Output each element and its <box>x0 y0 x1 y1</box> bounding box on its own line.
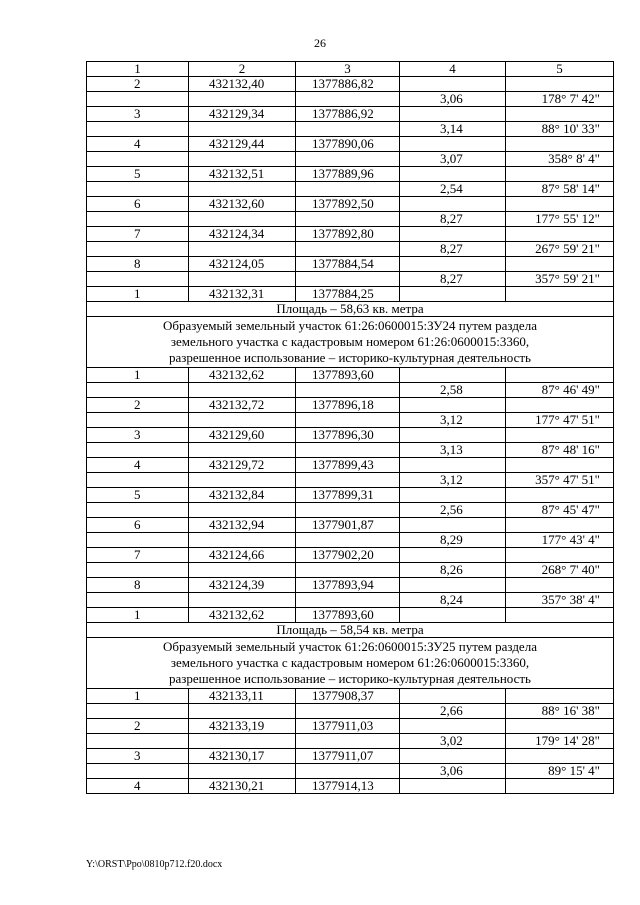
point-number-cell: 4 <box>87 779 189 794</box>
empty-cell <box>400 197 506 212</box>
y-coordinate-cell: 1377890,06 <box>296 137 400 152</box>
x-coordinate-cell: 432124,66 <box>189 548 296 563</box>
distance-cell: 3,12 <box>400 413 506 428</box>
empty-cell <box>189 92 296 107</box>
y-coordinate-cell: 1377896,18 <box>296 398 400 413</box>
empty-cell <box>296 533 400 548</box>
segment-row <box>87 122 614 137</box>
point-row <box>87 398 614 413</box>
x-coordinate-cell: 432133,19 <box>189 719 296 734</box>
empty-cell <box>87 212 189 227</box>
point-row <box>87 167 614 182</box>
empty-cell <box>189 503 296 518</box>
bearing-cell: 177° 55' 12" <box>506 212 614 227</box>
empty-cell <box>296 593 400 608</box>
empty-cell <box>87 704 189 719</box>
point-number-cell: 1 <box>87 287 189 302</box>
segment-row <box>87 182 614 197</box>
header-cell-2: 2 <box>189 62 296 77</box>
x-coordinate-cell: 432124,39 <box>189 578 296 593</box>
empty-cell <box>87 473 189 488</box>
empty-cell <box>400 368 506 383</box>
y-coordinate-cell: 1377901,87 <box>296 518 400 533</box>
point-row <box>87 227 614 242</box>
point-number-cell: 7 <box>87 548 189 563</box>
empty-cell <box>506 458 614 473</box>
segment-row <box>87 152 614 167</box>
distance-cell: 3,12 <box>400 473 506 488</box>
point-number-cell: 1 <box>87 608 189 623</box>
point-row <box>87 719 614 734</box>
empty-cell <box>506 77 614 92</box>
empty-cell <box>400 398 506 413</box>
y-coordinate-cell: 1377899,31 <box>296 488 400 503</box>
y-coordinate-cell: 1377914,13 <box>296 779 400 794</box>
empty-cell <box>189 734 296 749</box>
empty-cell <box>400 137 506 152</box>
plot-description-row <box>87 317 614 368</box>
empty-cell <box>506 719 614 734</box>
bearing-cell: 268° 7' 40" <box>506 563 614 578</box>
empty-cell <box>87 272 189 287</box>
coordinates-table <box>86 61 614 794</box>
distance-cell: 8,27 <box>400 272 506 287</box>
point-number-cell: 7 <box>87 227 189 242</box>
point-number-cell: 3 <box>87 428 189 443</box>
distance-cell: 2,66 <box>400 704 506 719</box>
empty-cell <box>400 749 506 764</box>
description-line: земельного участка с кадастровым номером 61:26:0600015:3360, <box>170 334 530 349</box>
distance-cell: 3,13 <box>400 443 506 458</box>
description-line: земельного участка с кадастровым номером 61:26:0600015:3360, <box>170 655 530 670</box>
x-coordinate-cell: 432132,72 <box>189 398 296 413</box>
empty-cell <box>296 734 400 749</box>
header-cell-1: 1 <box>87 62 189 77</box>
empty-cell <box>296 383 400 398</box>
distance-cell: 3,14 <box>400 122 506 137</box>
header-cell-5: 5 <box>506 62 614 77</box>
y-coordinate-cell: 1377899,43 <box>296 458 400 473</box>
point-number-cell: 2 <box>87 77 189 92</box>
empty-cell <box>296 92 400 107</box>
point-row <box>87 107 614 122</box>
point-number-cell: 4 <box>87 458 189 473</box>
x-coordinate-cell: 432133,11 <box>189 689 296 704</box>
area-row <box>87 302 614 317</box>
bearing-cell: 87° 48' 16" <box>506 443 614 458</box>
empty-cell <box>87 92 189 107</box>
empty-cell <box>506 488 614 503</box>
point-row <box>87 137 614 152</box>
point-row <box>87 749 614 764</box>
empty-cell <box>400 428 506 443</box>
y-coordinate-cell: 1377886,82 <box>296 77 400 92</box>
y-coordinate-cell: 1377892,80 <box>296 227 400 242</box>
point-number-cell: 6 <box>87 518 189 533</box>
distance-cell: 3,06 <box>400 764 506 779</box>
point-row <box>87 428 614 443</box>
empty-cell <box>506 227 614 242</box>
empty-cell <box>87 242 189 257</box>
point-number-cell: 2 <box>87 398 189 413</box>
point-row <box>87 548 614 563</box>
empty-cell <box>296 704 400 719</box>
point-number-cell: 1 <box>87 368 189 383</box>
area-cell: Площадь – 58,63 кв. метра <box>87 302 614 317</box>
distance-cell: 2,54 <box>400 182 506 197</box>
empty-cell <box>87 443 189 458</box>
description-line: Образуемый земельный участок 61:26:0600015:ЗУ25 путем раздела <box>163 639 537 654</box>
point-number-cell: 5 <box>87 167 189 182</box>
empty-cell <box>189 563 296 578</box>
y-coordinate-cell: 1377884,54 <box>296 257 400 272</box>
x-coordinate-cell: 432129,60 <box>189 428 296 443</box>
empty-cell <box>400 107 506 122</box>
segment-row <box>87 704 614 719</box>
x-coordinate-cell: 432129,34 <box>189 107 296 122</box>
empty-cell <box>296 242 400 257</box>
empty-cell <box>296 443 400 458</box>
table-header-row <box>87 62 614 77</box>
point-number-cell: 8 <box>87 257 189 272</box>
x-coordinate-cell: 432132,51 <box>189 167 296 182</box>
empty-cell <box>87 383 189 398</box>
x-coordinate-cell: 432129,44 <box>189 137 296 152</box>
empty-cell <box>296 122 400 137</box>
point-row <box>87 608 614 623</box>
empty-cell <box>296 563 400 578</box>
empty-cell <box>189 533 296 548</box>
y-coordinate-cell: 1377893,94 <box>296 578 400 593</box>
point-row <box>87 458 614 473</box>
segment-row <box>87 212 614 227</box>
segment-row <box>87 413 614 428</box>
segment-row <box>87 272 614 287</box>
empty-cell <box>296 152 400 167</box>
empty-cell <box>296 413 400 428</box>
empty-cell <box>400 578 506 593</box>
x-coordinate-cell: 432132,62 <box>189 608 296 623</box>
empty-cell <box>296 212 400 227</box>
empty-cell <box>400 227 506 242</box>
empty-cell <box>400 779 506 794</box>
distance-cell: 2,58 <box>400 383 506 398</box>
segment-row <box>87 563 614 578</box>
point-row <box>87 368 614 383</box>
point-number-cell: 1 <box>87 689 189 704</box>
segment-row <box>87 242 614 257</box>
empty-cell <box>189 473 296 488</box>
distance-cell: 3,02 <box>400 734 506 749</box>
x-coordinate-cell: 432124,05 <box>189 257 296 272</box>
empty-cell <box>87 413 189 428</box>
empty-cell <box>87 533 189 548</box>
distance-cell: 8,27 <box>400 212 506 227</box>
point-number-cell: 2 <box>87 719 189 734</box>
empty-cell <box>87 764 189 779</box>
point-number-cell: 3 <box>87 107 189 122</box>
distance-cell: 2,56 <box>400 503 506 518</box>
point-row <box>87 287 614 302</box>
x-coordinate-cell: 432132,60 <box>189 197 296 212</box>
distance-cell: 8,27 <box>400 242 506 257</box>
y-coordinate-cell: 1377902,20 <box>296 548 400 563</box>
area-row <box>87 623 614 638</box>
header-cell-4: 4 <box>400 62 506 77</box>
segment-row <box>87 443 614 458</box>
plot-description-row <box>87 638 614 689</box>
bearing-cell: 88° 16' 38" <box>506 704 614 719</box>
header-cell-3: 3 <box>296 62 400 77</box>
empty-cell <box>87 152 189 167</box>
empty-cell <box>400 458 506 473</box>
empty-cell <box>87 122 189 137</box>
segment-row <box>87 383 614 398</box>
point-number-cell: 3 <box>87 749 189 764</box>
bearing-cell: 357° 59' 21" <box>506 272 614 287</box>
empty-cell <box>506 608 614 623</box>
empty-cell <box>400 548 506 563</box>
document-path-footer: Y:\ORST\Ppo\0810p712.f20.docx <box>86 859 223 870</box>
empty-cell <box>87 593 189 608</box>
distance-cell: 8,29 <box>400 533 506 548</box>
bearing-cell: 89° 15' 4" <box>506 764 614 779</box>
y-coordinate-cell: 1377889,96 <box>296 167 400 182</box>
empty-cell <box>296 764 400 779</box>
y-coordinate-cell: 1377893,60 <box>296 368 400 383</box>
empty-cell <box>506 518 614 533</box>
distance-cell: 8,24 <box>400 593 506 608</box>
bearing-cell: 357° 47' 51" <box>506 473 614 488</box>
empty-cell <box>506 287 614 302</box>
bearing-cell: 358° 8' 4" <box>506 152 614 167</box>
y-coordinate-cell: 1377911,07 <box>296 749 400 764</box>
distance-cell: 3,06 <box>400 92 506 107</box>
empty-cell <box>506 167 614 182</box>
x-coordinate-cell: 432132,84 <box>189 488 296 503</box>
segment-row <box>87 473 614 488</box>
empty-cell <box>400 608 506 623</box>
empty-cell <box>400 167 506 182</box>
empty-cell <box>189 152 296 167</box>
empty-cell <box>189 383 296 398</box>
empty-cell <box>506 398 614 413</box>
description-line: Образуемый земельный участок 61:26:0600015:ЗУ24 путем раздела <box>163 318 537 333</box>
point-row <box>87 77 614 92</box>
y-coordinate-cell: 1377886,92 <box>296 107 400 122</box>
point-row <box>87 488 614 503</box>
y-coordinate-cell: 1377896,30 <box>296 428 400 443</box>
bearing-cell: 87° 58' 14" <box>506 182 614 197</box>
empty-cell <box>189 593 296 608</box>
bearing-cell: 177° 43' 4" <box>506 533 614 548</box>
x-coordinate-cell: 432130,21 <box>189 779 296 794</box>
bearing-cell: 179° 14' 28" <box>506 734 614 749</box>
segment-row <box>87 593 614 608</box>
empty-cell <box>189 182 296 197</box>
y-coordinate-cell: 1377884,25 <box>296 287 400 302</box>
empty-cell <box>87 563 189 578</box>
point-row <box>87 257 614 272</box>
empty-cell <box>506 107 614 122</box>
empty-cell <box>296 503 400 518</box>
bearing-cell: 178° 7' 42" <box>506 92 614 107</box>
empty-cell <box>400 287 506 302</box>
empty-cell <box>506 779 614 794</box>
empty-cell <box>506 749 614 764</box>
y-coordinate-cell: 1377893,60 <box>296 608 400 623</box>
bearing-cell: 267° 59' 21" <box>506 242 614 257</box>
x-coordinate-cell: 432132,31 <box>189 287 296 302</box>
empty-cell <box>296 272 400 287</box>
page-number: 26 <box>314 36 326 50</box>
bearing-cell: 87° 46' 49" <box>506 383 614 398</box>
empty-cell <box>400 77 506 92</box>
area-cell: Площадь – 58,54 кв. метра <box>87 623 614 638</box>
y-coordinate-cell: 1377911,03 <box>296 719 400 734</box>
empty-cell <box>506 428 614 443</box>
plot-description-cell <box>87 317 614 368</box>
empty-cell <box>87 734 189 749</box>
empty-cell <box>87 182 189 197</box>
empty-cell <box>400 719 506 734</box>
point-number-cell: 6 <box>87 197 189 212</box>
segment-row <box>87 734 614 749</box>
distance-cell: 8,26 <box>400 563 506 578</box>
empty-cell <box>506 689 614 704</box>
point-row <box>87 578 614 593</box>
point-number-cell: 5 <box>87 488 189 503</box>
point-row <box>87 779 614 794</box>
plot-description-cell <box>87 638 614 689</box>
empty-cell <box>506 548 614 563</box>
empty-cell <box>189 122 296 137</box>
x-coordinate-cell: 432130,17 <box>189 749 296 764</box>
point-row <box>87 518 614 533</box>
bearing-cell: 88° 10' 33" <box>506 122 614 137</box>
description-line: разрешенное использование – историко-культурная деятельность <box>169 350 531 365</box>
empty-cell <box>189 764 296 779</box>
point-row <box>87 197 614 212</box>
x-coordinate-cell: 432124,34 <box>189 227 296 242</box>
empty-cell <box>189 212 296 227</box>
empty-cell <box>506 137 614 152</box>
y-coordinate-cell: 1377908,37 <box>296 689 400 704</box>
empty-cell <box>87 503 189 518</box>
empty-cell <box>189 413 296 428</box>
y-coordinate-cell: 1377892,50 <box>296 197 400 212</box>
x-coordinate-cell: 432132,94 <box>189 518 296 533</box>
empty-cell <box>189 443 296 458</box>
description-line: разрешенное использование – историко-культурная деятельность <box>169 671 531 686</box>
empty-cell <box>296 182 400 197</box>
x-coordinate-cell: 432132,62 <box>189 368 296 383</box>
bearing-cell: 177° 47' 51" <box>506 413 614 428</box>
empty-cell <box>189 242 296 257</box>
distance-cell: 3,07 <box>400 152 506 167</box>
point-number-cell: 4 <box>87 137 189 152</box>
empty-cell <box>506 578 614 593</box>
segment-row <box>87 764 614 779</box>
empty-cell <box>506 257 614 272</box>
segment-row <box>87 92 614 107</box>
empty-cell <box>296 473 400 488</box>
x-coordinate-cell: 432132,40 <box>189 77 296 92</box>
empty-cell <box>189 272 296 287</box>
empty-cell <box>400 488 506 503</box>
point-row <box>87 689 614 704</box>
empty-cell <box>400 257 506 272</box>
segment-row <box>87 533 614 548</box>
x-coordinate-cell: 432129,72 <box>189 458 296 473</box>
bearing-cell: 87° 45' 47" <box>506 503 614 518</box>
empty-cell <box>506 197 614 212</box>
empty-cell <box>400 689 506 704</box>
point-number-cell: 8 <box>87 578 189 593</box>
segment-row <box>87 503 614 518</box>
empty-cell <box>400 518 506 533</box>
empty-cell <box>189 704 296 719</box>
empty-cell <box>506 368 614 383</box>
bearing-cell: 357° 38' 4" <box>506 593 614 608</box>
